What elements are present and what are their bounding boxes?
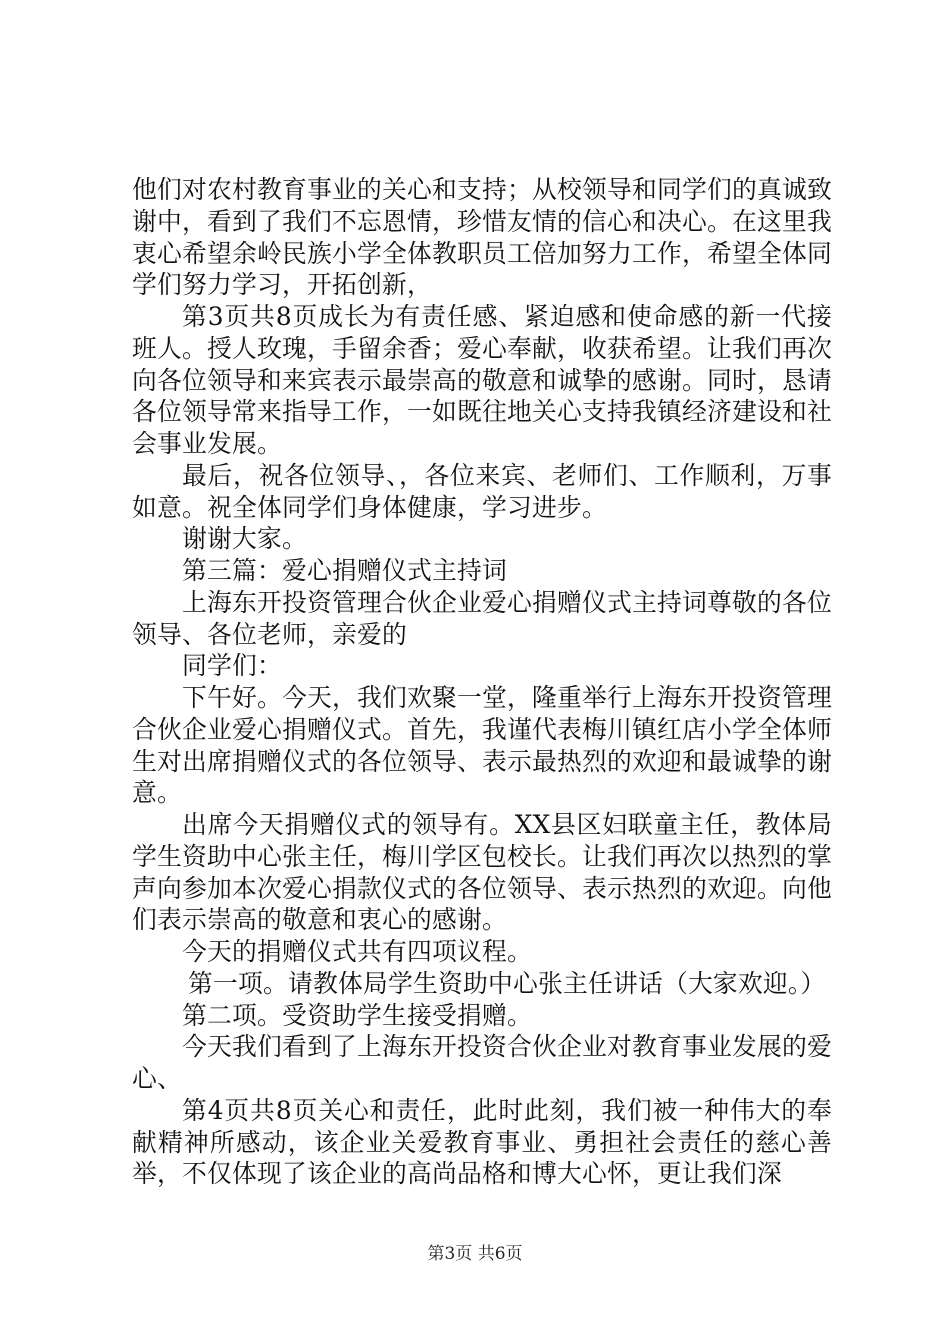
paragraph: 今天的捐赠仪式共有四项议程。 [182,937,532,966]
paragraph: 出席今天捐赠仪式的领导有。XX县区妇联童主任，教体局学生资助中心张主任，梅川学区包校长。让我们再次以热烈的掌声向参加本次爱心捐款仪式的各位领导、表示热烈的欢迎。向他们表示崇高的敬意和衷心的感谢。 [132,810,832,935]
document-body [132,174,832,1190]
paragraph: 第3页共8页成长为有责任感、紧迫感和使命感的新一代接班人。授人玫瑰，手留余香；爱心奉献，收获希望。让我们再次向各位领导和来宾表示最崇高的敬意和诚挚的感谢。同时，恳请各位领导常来指导工作，一如既往地关心支持我镇经济建设和社会事业发展。 [132,302,832,458]
paragraph: 下午好。今天，我们欢聚一堂，隆重举行上海东开投资管理合伙企业爱心捐赠仪式。首先，我谨代表梅川镇红店小学全体师生对出席捐赠仪式的各位领导、表示最热烈的欢迎和最诚挚的谢意。 [132,683,832,808]
paragraph: 今天我们看到了上海东开投资合伙企业对教育事业发展的爱心、 [132,1032,832,1093]
paragraph: 第一项。请教体局学生资助中心张主任讲话（大家欢迎。） [188,968,826,998]
section-heading: 第三篇：爱心捐赠仪式主持词 [182,556,507,585]
paragraph: 谢谢大家。 [182,524,307,554]
paragraph: 同学们： [182,651,282,681]
page-number: 第3页 共6页 [427,1244,523,1264]
paragraph: 第二项。受资助学生接受捐赠。 [182,1000,532,1030]
page-footer [0,1243,950,1265]
paragraph: 最后，祝各位领导、，各位来宾、老师们、工作顺利，万事如意。祝全体同学们身体健康，学习进步。 [132,460,832,522]
paragraph: 上海东开投资管理合伙企业爱心捐赠仪式主持词尊敬的各位领导、各位老师，亲爱的 [132,587,832,649]
paragraph-continuation: 他们对农村教育事业的关心和支持；从校领导和同学们的真诚致谢中，看到了我们不忘恩情，珍惜友情的信心和决心。在这里我衷心希望余岭民族小学全体教职员工倍加努力工作，希望全体同学们努力学习，开拓创新， [132,175,832,300]
paragraph: 第4页共8页关心和责任，此时此刻，我们被一种伟大的奉献精神所感动，该企业关爱教育事业、勇担社会责任的慈心善举，不仅体现了该企业的高尚品格和博大心怀，更让我们深 [132,1095,832,1189]
